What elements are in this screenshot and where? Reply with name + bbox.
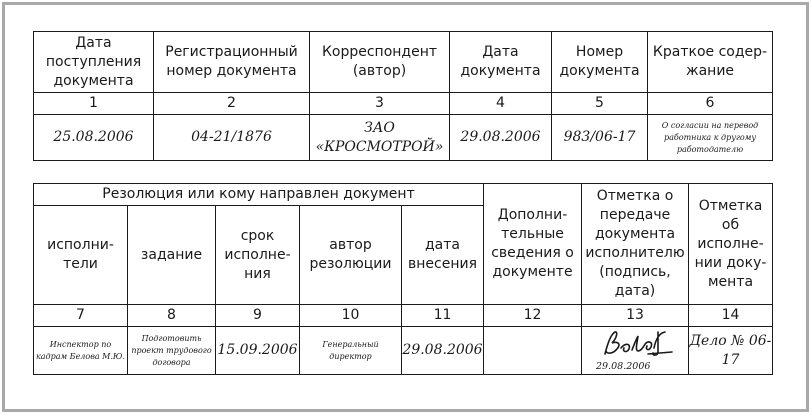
col-number: 3 (310, 93, 450, 115)
header-extra-info: Дополнительные сведения о документе (484, 184, 582, 305)
col-number: 10 (300, 305, 402, 327)
header-correspondent: Корреспондент (автор) (310, 32, 450, 93)
header-summary: Краткое содержание (648, 32, 773, 93)
header-entry-date: дата внесения (402, 206, 484, 305)
correspondent-line: «КРОСМОТРОЙ» (315, 138, 444, 155)
group-header-row (34, 184, 773, 206)
col-number: 6 (648, 93, 773, 115)
header-doc-number: Номер документа (552, 32, 648, 93)
header-receipt-date: Дата поступления документа (34, 32, 154, 93)
entry-doc-date: 29.08.2006 (450, 115, 552, 161)
entry-doc-number: 983/06-17 (552, 115, 648, 161)
entry-date: 29.08.2006 (402, 327, 484, 375)
entry-task: Подготовить проект трудового договора (128, 327, 216, 375)
col-number: 2 (154, 93, 310, 115)
entry-row (34, 327, 773, 375)
entry-receipt-date: 25.08.2006 (34, 115, 154, 161)
entry-row (34, 115, 773, 161)
col-number: 5 (552, 93, 648, 115)
header-executors: исполнители (34, 206, 128, 305)
entry-summary: О согласии на перевод работника к другому работодателю (648, 115, 773, 161)
entry-extra-info (484, 327, 582, 375)
entry-deadline: 15.09.2006 (216, 327, 300, 375)
entry-executor: Инспектор по кадрам Белова М.Ю. (34, 327, 128, 375)
col-number: 12 (484, 305, 582, 327)
header-task: задание (128, 206, 216, 305)
signature-icon (602, 328, 674, 358)
col-number: 1 (34, 93, 154, 115)
header-resolution: Резолюция или кому направлен документ (34, 184, 484, 206)
transfer-date: 29.08.2006 (596, 361, 651, 372)
entry-transfer-mark (582, 327, 689, 375)
col-number: 8 (128, 305, 216, 327)
header-row (34, 32, 773, 93)
registration-table-bottom (33, 183, 773, 375)
entry-reg-number: 04-21/1876 (154, 115, 310, 161)
entry-execution-mark: Дело № 06-17 (689, 327, 773, 375)
header-reg-number: Регистрационный номер документа (154, 32, 310, 93)
registration-table-top (33, 31, 773, 161)
header-doc-date: Дата документа (450, 32, 552, 93)
col-number: 13 (582, 305, 689, 327)
header-transfer-mark: Отметка о передаче документа исполнителю (подпись, дата) (582, 184, 689, 305)
col-number: 9 (216, 305, 300, 327)
entry-correspondent (310, 115, 450, 161)
number-row (34, 305, 773, 327)
col-number: 14 (689, 305, 773, 327)
entry-author: Генеральный директор (300, 327, 402, 375)
col-number: 7 (34, 305, 128, 327)
header-execution-mark: Отметка об исполнении документа (689, 184, 773, 305)
header-deadline: срок исполнения (216, 206, 300, 305)
number-row (34, 93, 773, 115)
header-resolution-author: автор резолюции (300, 206, 402, 305)
col-number: 4 (450, 93, 552, 115)
signature-block (582, 327, 688, 374)
correspondent-line: ЗАО (364, 119, 395, 136)
col-number: 11 (402, 305, 484, 327)
